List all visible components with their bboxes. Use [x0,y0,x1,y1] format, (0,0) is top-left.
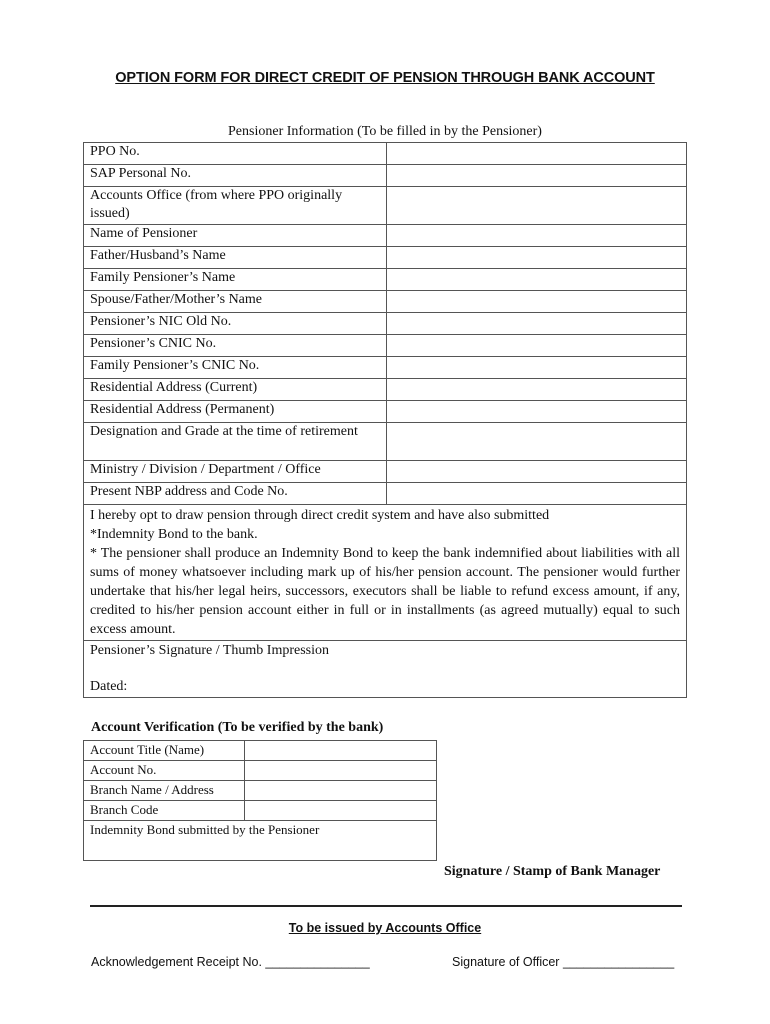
indemnity-bond-cell[interactable]: Indemnity Bond submitted by the Pensioner [84,821,437,861]
table-row [84,291,687,313]
field-label-ministry: Ministry / Division / Department / Office [84,461,387,483]
field-value-address-permanent[interactable] [387,401,687,423]
table-row [84,505,687,641]
bank-manager-signature-label: Signature / Stamp of Bank Manager [444,864,661,879]
table-row [84,641,687,698]
field-label-nbp-address: Present NBP address and Code No. [84,483,387,505]
form-title: OPTION FORM FOR DIRECT CREDIT OF PENSION THROUGH BANK ACCOUNT [115,70,655,86]
verification-label-account-title: Account Title (Name) [84,741,245,761]
table-row [84,741,437,761]
table-row [84,761,437,781]
acknowledgement-receipt-field[interactable]: Acknowledgement Receipt No. _______________ [91,955,370,969]
field-value-pensioner-name[interactable] [387,225,687,247]
field-value-father-husband-name[interactable] [387,247,687,269]
pensioner-signature-cell[interactable] [84,641,687,698]
declaration-line1: I hereby opt to draw pension through direct credit system and have also submitted [90,508,550,523]
pensioner-info-table [83,142,687,698]
field-label-nic-old: Pensioner’s NIC Old No. [84,313,387,335]
field-label-sap-personal-no: SAP Personal No. [84,165,387,187]
table-row [84,357,687,379]
field-label-address-current: Residential Address (Current) [84,379,387,401]
field-value-family-cnic[interactable] [387,357,687,379]
field-value-designation-grade[interactable] [387,423,687,461]
field-label-accounts-office: Accounts Office (from where PPO originally issued) [84,187,387,225]
declaration-cell [84,505,687,641]
field-value-nbp-address[interactable] [387,483,687,505]
field-label-father-husband-name: Father/Husband’s Name [84,247,387,269]
table-row [84,821,437,861]
table-row [84,801,437,821]
field-label-ppo-no: PPO No. [84,143,387,165]
section-divider [90,905,682,907]
field-value-accounts-office[interactable] [387,187,687,225]
table-row [84,483,687,505]
field-value-ministry[interactable] [387,461,687,483]
field-label-designation-grade: Designation and Grade at the time of retirement [84,423,387,461]
verification-value-account-title[interactable] [245,741,437,761]
field-value-address-current[interactable] [387,379,687,401]
table-row [84,269,687,291]
table-row [84,187,687,225]
table-row [84,313,687,335]
table-row [84,379,687,401]
verification-title: Account Verification (To be verified by the bank) [91,720,384,735]
accounts-office-title: To be issued by Accounts Office [288,921,482,935]
verification-label-branch-name: Branch Name / Address [84,781,245,801]
declaration-line3: * The pensioner shall produce an Indemnity Bond to keep the bank indemnified about liabilities with all sums of money whatsoever including mark up of his/her pension account. The pensioner would further undertake that his/her legal heirs, successors, executors shall be liable to refund excess amount, if any, credited to his/her pension account either in full or in installments (as agreed mutually) equal to such excess amount. [90,546,680,637]
table-row [84,247,687,269]
field-label-family-cnic: Family Pensioner’s CNIC No. [84,357,387,379]
verification-value-branch-code[interactable] [245,801,437,821]
table-row [84,401,687,423]
table-row [84,225,687,247]
field-label-cnic: Pensioner’s CNIC No. [84,335,387,357]
table-row [84,423,687,461]
field-label-family-pensioner-name: Family Pensioner’s Name [84,269,387,291]
pensioner-signature-label: Pensioner’s Signature / Thumb Impression [90,643,330,658]
field-value-ppo-no[interactable] [387,143,687,165]
verification-label-branch-code: Branch Code [84,801,245,821]
table-row [84,781,437,801]
dated-label: Dated: [90,679,128,694]
field-value-spouse-name[interactable] [387,291,687,313]
field-value-nic-old[interactable] [387,313,687,335]
table-row [84,165,687,187]
declaration-line2: *Indemnity Bond to the bank. [90,527,258,542]
account-verification-table [83,740,437,861]
field-value-cnic[interactable] [387,335,687,357]
verification-value-branch-name[interactable] [245,781,437,801]
table-row [84,461,687,483]
field-value-sap-personal-no[interactable] [387,165,687,187]
field-label-address-permanent: Residential Address (Permanent) [84,401,387,423]
verification-value-account-no[interactable] [245,761,437,781]
field-label-spouse-name: Spouse/Father/Mother’s Name [84,291,387,313]
table-row [84,143,687,165]
field-value-family-pensioner-name[interactable] [387,269,687,291]
verification-label-account-no: Account No. [84,761,245,781]
field-label-pensioner-name: Name of Pensioner [84,225,387,247]
officer-signature-field[interactable]: Signature of Officer ________________ [452,955,675,969]
table-row [84,335,687,357]
pensioner-section-title: Pensioner Information (To be filled in by the Pensioner) [228,124,542,139]
